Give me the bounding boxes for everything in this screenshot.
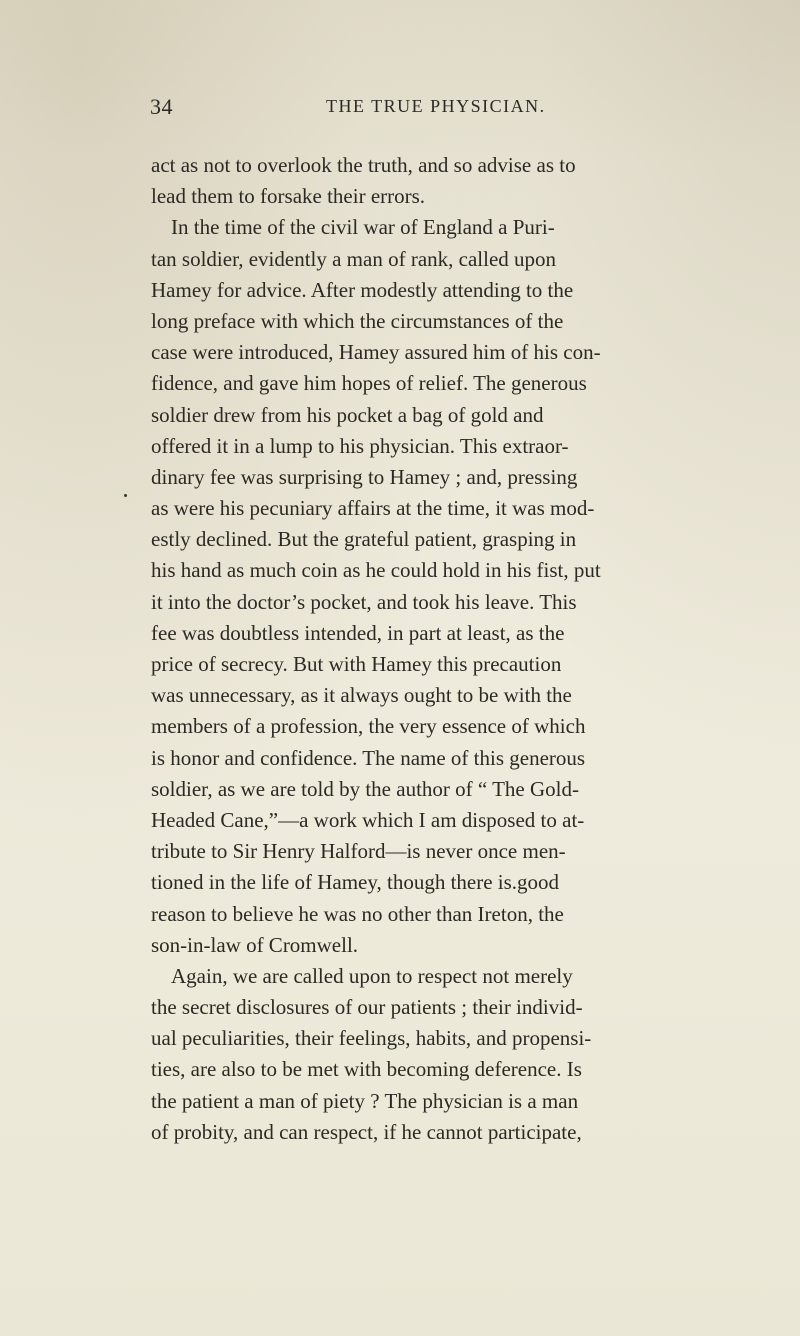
text-line: long preface with which the circumstances of the: [151, 308, 564, 333]
text-line: soldier drew from his pocket a bag of gold and: [151, 402, 544, 427]
text-line: estly declined. But the grateful patient, grasping in: [151, 527, 577, 552]
text-line: members of a profession, the very essence of which: [151, 714, 586, 739]
text-line: as were his pecuniary affairs at the time, it was mod-: [151, 496, 595, 521]
text-line: Headed Cane,”—a work which I am disposed to at-: [151, 807, 585, 832]
text-line: the patient a man of piety ? The physician is a man: [151, 1088, 579, 1113]
text-line: ual peculiarities, their feelings, habits, and propensi-: [151, 1026, 592, 1051]
text-line: offered it in a lump to his physician. This extraor-: [151, 433, 569, 458]
text-line: lead them to forsake their errors.: [151, 184, 426, 209]
text-line: ties, are also to be met with becoming deference. Is: [151, 1057, 582, 1082]
text-line: tioned in the life of Hamey, though there is.good: [151, 870, 560, 895]
text-line: tan soldier, evidently a man of rank, called upon: [151, 246, 557, 271]
text-line: fidence, and gave him hopes of relief. The generous: [151, 371, 587, 396]
text-line: it into the doctor’s pocket, and took his leave. This: [151, 589, 577, 614]
paragraph-start-line: Again, we are called upon to respect not merely: [171, 963, 573, 988]
ink-speck: [124, 494, 127, 497]
text-line: of probity, and can respect, if he cannot participate,: [151, 1119, 582, 1144]
page-header: [150, 94, 770, 124]
text-line: Hamey for advice. After modestly attending to the: [151, 277, 574, 302]
text-line: fee was doubtless intended, in part at least, as the: [151, 620, 565, 645]
text-line: case were introduced, Hamey assured him of his con-: [151, 340, 601, 365]
paragraph-start-line: In the time of the civil war of England a Puri-: [171, 215, 555, 240]
text-line: dinary fee was surprising to Hamey ; and, pressing: [151, 464, 578, 489]
text-line: son-in-law of Cromwell.: [151, 932, 359, 957]
text-line: price of secrecy. But with Hamey this precaution: [151, 652, 562, 676]
text-line: the secret disclosures of our patients ; their individ-: [151, 995, 583, 1020]
page-number: 34: [150, 94, 173, 119]
text-line: reason to believe he was no other than Ireton, the: [151, 901, 564, 926]
text-line: is honor and confidence. The name of this generous: [151, 745, 586, 770]
running-title: THE TRUE PHYSICIAN.: [326, 96, 546, 116]
text-line: tribute to Sir Henry Halford—is never once men-: [151, 839, 566, 864]
text-line: his hand as much coin as he could hold in his fist, put: [151, 558, 601, 583]
text-line: act as not to overlook the truth, and so advise as to: [151, 153, 576, 177]
body-text: [151, 150, 791, 1148]
text-line: was unnecessary, as it always ought to be with the: [151, 683, 572, 708]
text-line: soldier, as we are told by the author of “ The Gold-: [151, 776, 579, 801]
